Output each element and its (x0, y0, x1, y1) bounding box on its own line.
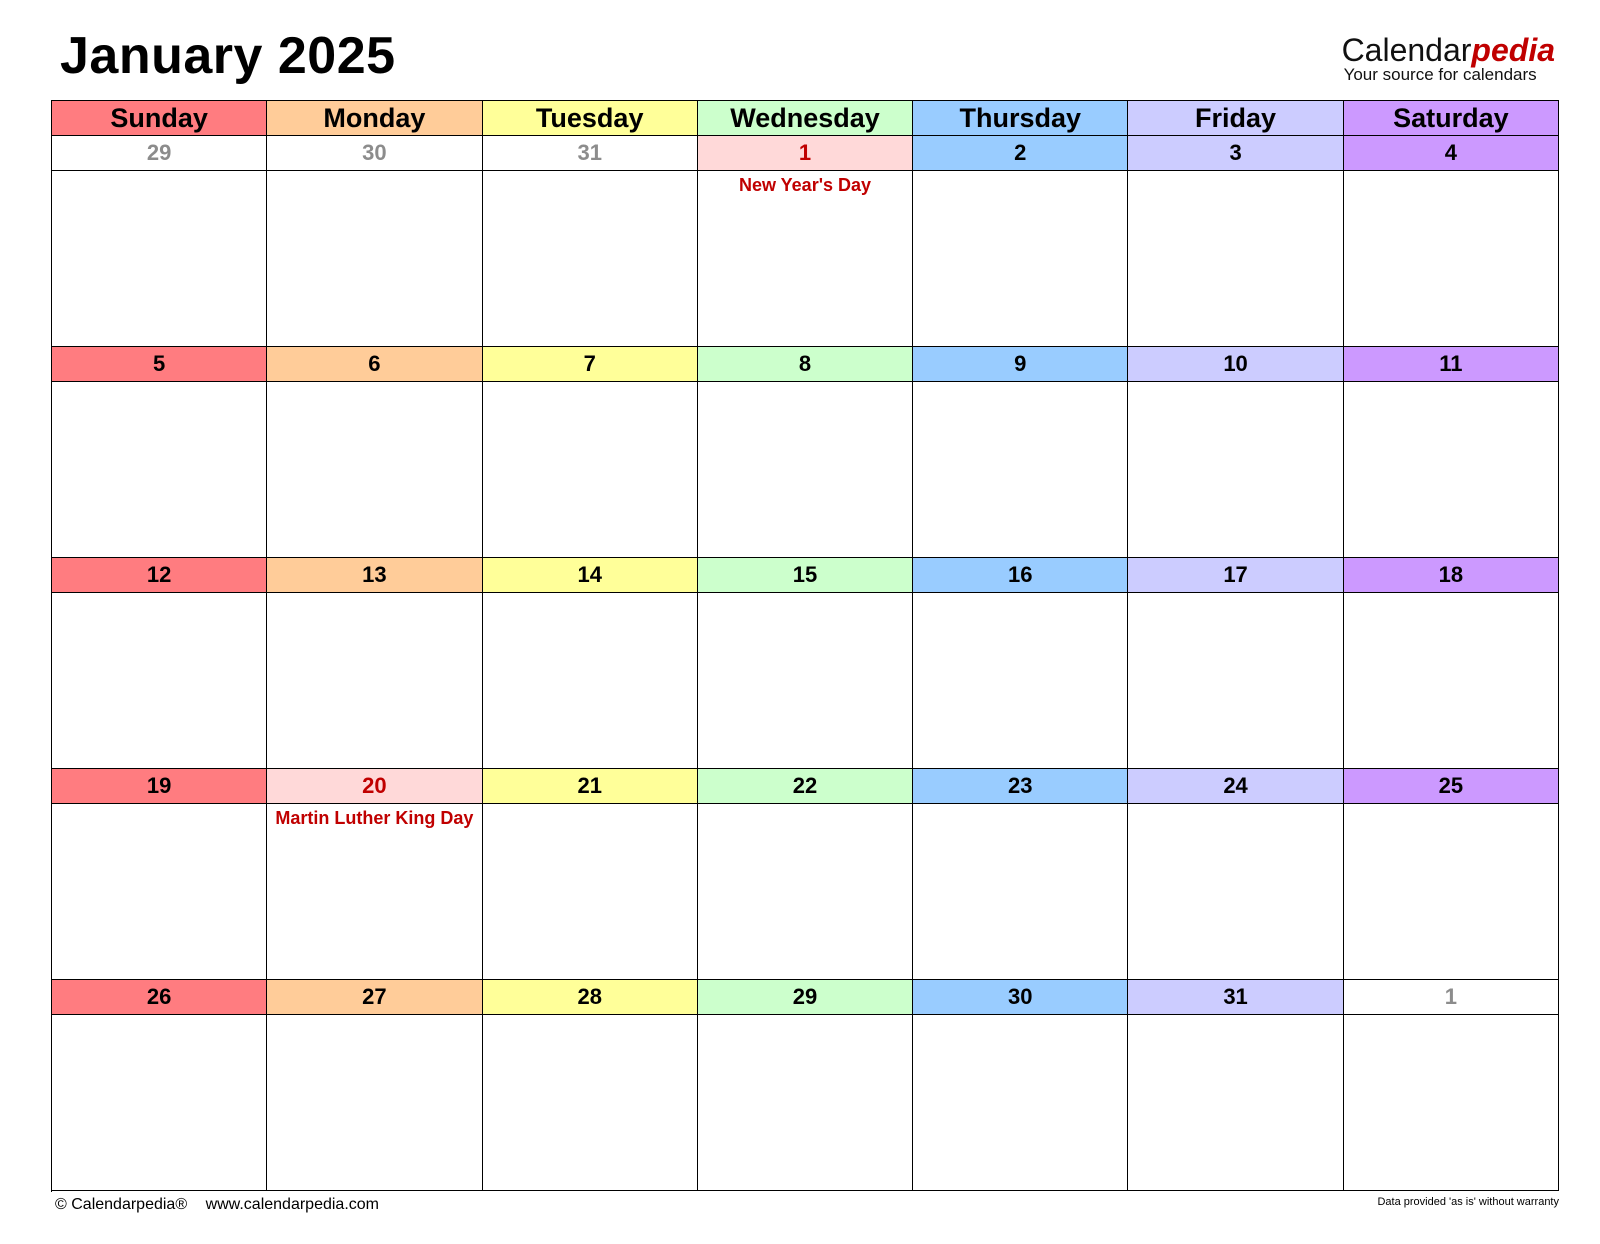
day-cell[interactable] (913, 171, 1128, 347)
day-number[interactable]: 16 (913, 558, 1128, 593)
day-cell[interactable] (1344, 382, 1559, 558)
day-number[interactable]: 30 (267, 136, 482, 171)
day-number[interactable]: 5 (52, 347, 267, 382)
day-number[interactable]: 29 (52, 136, 267, 171)
day-number[interactable]: 20 (267, 769, 482, 804)
weekday-header: Wednesday (698, 101, 913, 136)
day-number[interactable]: 15 (698, 558, 913, 593)
day-number[interactable]: 4 (1344, 136, 1559, 171)
day-cell[interactable] (1128, 382, 1343, 558)
day-cell[interactable] (1128, 171, 1343, 347)
day-number[interactable]: 1 (1344, 980, 1559, 1015)
day-cell[interactable] (913, 804, 1128, 980)
day-cell[interactable] (698, 804, 913, 980)
day-cell[interactable] (52, 593, 267, 769)
day-cell[interactable] (1344, 1015, 1559, 1191)
day-number[interactable]: 7 (483, 347, 698, 382)
day-number[interactable]: 24 (1128, 769, 1343, 804)
day-number[interactable]: 30 (913, 980, 1128, 1015)
day-number[interactable]: 19 (52, 769, 267, 804)
day-number[interactable]: 12 (52, 558, 267, 593)
day-cell[interactable] (913, 382, 1128, 558)
day-number[interactable]: 23 (913, 769, 1128, 804)
day-cell[interactable] (913, 593, 1128, 769)
footer-left (55, 1196, 393, 1214)
day-number[interactable]: 25 (1344, 769, 1559, 804)
weekday-header: Saturday (1344, 101, 1559, 136)
day-number[interactable]: 14 (483, 558, 698, 593)
logo-wordmark (1342, 34, 1555, 66)
day-cell[interactable] (698, 1015, 913, 1191)
page-title: January 2025 (60, 27, 396, 85)
logo-name-part1: Calendar (1341, 32, 1472, 68)
day-number[interactable]: 31 (1128, 980, 1343, 1015)
day-cell[interactable] (267, 171, 482, 347)
day-number[interactable]: 1 (698, 136, 913, 171)
day-cell[interactable] (483, 382, 698, 558)
day-cell[interactable] (483, 593, 698, 769)
day-cell[interactable] (52, 382, 267, 558)
weekday-header: Sunday (52, 101, 267, 136)
logo-tagline: Your source for calendars (1343, 65, 1537, 84)
day-number[interactable]: 11 (1344, 347, 1559, 382)
day-cell[interactable] (1128, 1015, 1343, 1191)
day-number[interactable]: 13 (267, 558, 482, 593)
day-number[interactable]: 2 (913, 136, 1128, 171)
calendar-grid (51, 100, 1559, 1192)
day-cell[interactable] (267, 382, 482, 558)
weekday-header: Thursday (913, 101, 1128, 136)
day-cell[interactable] (1128, 593, 1343, 769)
day-cell[interactable] (698, 593, 913, 769)
disclaimer-text: Data provided 'as is' without warranty (1377, 1196, 1559, 1208)
day-number[interactable]: 10 (1128, 347, 1343, 382)
day-cell[interactable] (1344, 804, 1559, 980)
day-cell[interactable] (698, 382, 913, 558)
website-link[interactable]: www.calendarpedia.com (205, 1196, 379, 1213)
day-number[interactable]: 31 (483, 136, 698, 171)
day-cell[interactable] (52, 1015, 267, 1191)
day-cell[interactable] (483, 171, 698, 347)
day-cell[interactable] (267, 1015, 482, 1191)
day-cell[interactable] (1344, 171, 1559, 347)
day-number[interactable]: 6 (267, 347, 482, 382)
calendarpedia-logo[interactable] (1342, 34, 1555, 84)
weekday-header: Tuesday (483, 101, 698, 136)
day-number[interactable]: 22 (698, 769, 913, 804)
day-number[interactable]: 29 (698, 980, 913, 1015)
logo-name-part2: pedia (1471, 32, 1555, 68)
day-cell[interactable] (52, 804, 267, 980)
day-cell[interactable] (913, 1015, 1128, 1191)
day-cell[interactable] (483, 804, 698, 980)
day-cell[interactable] (267, 804, 482, 980)
holiday-label: New Year's Day (738, 175, 872, 195)
day-number[interactable]: 27 (267, 980, 482, 1015)
day-number[interactable]: 21 (483, 769, 698, 804)
day-cell[interactable] (1344, 593, 1559, 769)
day-number[interactable]: 8 (698, 347, 913, 382)
holiday-label: Martin Luther King Day (275, 808, 474, 828)
weekday-header: Friday (1128, 101, 1343, 136)
day-number[interactable]: 17 (1128, 558, 1343, 593)
day-cell[interactable] (698, 171, 913, 347)
day-cell[interactable] (1128, 804, 1343, 980)
day-number[interactable]: 28 (483, 980, 698, 1015)
day-cell[interactable] (52, 171, 267, 347)
day-number[interactable]: 3 (1128, 136, 1343, 171)
day-cell[interactable] (483, 1015, 698, 1191)
copyright-text: © Calendarpedia® (55, 1196, 188, 1213)
day-number[interactable]: 18 (1344, 558, 1559, 593)
day-number[interactable]: 9 (913, 347, 1128, 382)
weekday-header: Monday (267, 101, 482, 136)
day-number[interactable]: 26 (52, 980, 267, 1015)
day-cell[interactable] (267, 593, 482, 769)
